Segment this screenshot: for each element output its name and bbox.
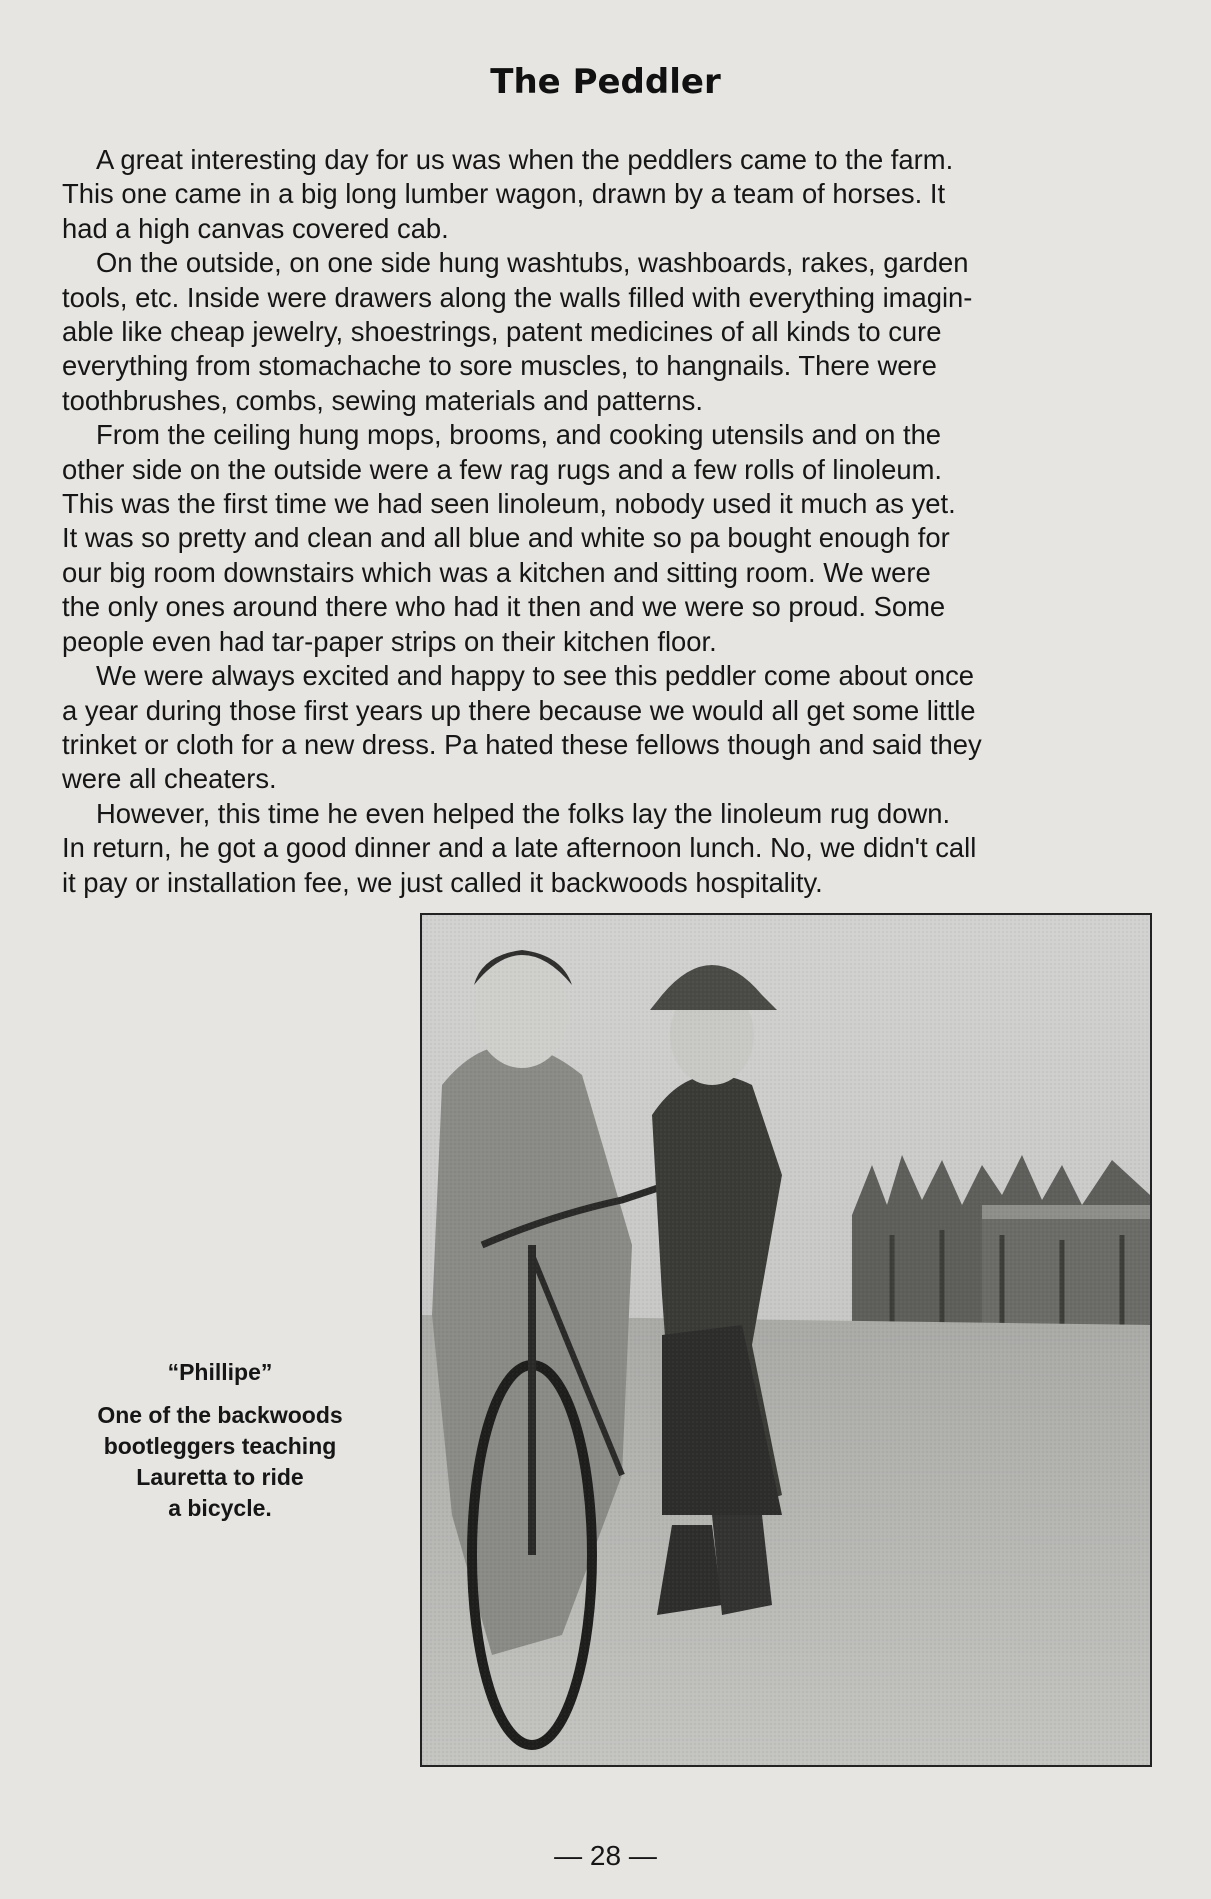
- text-line: other side on the outside were a few rag rugs and a few rolls of linoleum.: [62, 453, 943, 485]
- text-line: had a high canvas covered cab.: [62, 212, 449, 244]
- text-line: toothbrushes, combs, sewing materials and patterns.: [62, 384, 703, 416]
- text-line: trinket or cloth for a new dress. Pa hated these fellows though and said they: [62, 728, 982, 760]
- text-line: a year during those first years up there because we would all get some little: [62, 694, 976, 726]
- text-line: We were always excited and happy to see this peddler come about once: [96, 660, 975, 692]
- text-line: A great interesting day for us was when the peddlers came to the farm.: [96, 144, 954, 175]
- text-line: the only ones around there who had it then and we were so proud. Some: [62, 591, 946, 623]
- text-line: On the outside, on one side hung washtubs, washboards, rakes, garden: [96, 247, 969, 279]
- text-line: tools, etc. Inside were drawers along the walls filled with everything imagin-: [62, 281, 973, 313]
- article-body: [62, 143, 1152, 900]
- text-line: our big room downstairs which was a kitchen and sitting room. We were: [62, 556, 931, 588]
- text-line: it pay or installation fee, we just called it backwoods hospitality.: [62, 866, 823, 898]
- text-line: This one came in a big long lumber wagon, drawn by a team of horses. It: [62, 178, 946, 210]
- text-line: people even had tar-paper strips on their kitchen floor.: [62, 625, 717, 657]
- photo-caption: [60, 1357, 380, 1524]
- text-line: were all cheaters.: [62, 763, 277, 795]
- text-line: From the ceiling hung mops, brooms, and cooking utensils and on the: [96, 419, 942, 451]
- text-line: In return, he got a good dinner and a late afternoon lunch. No, we didn't call: [62, 832, 977, 864]
- text-line: This was the first time we had seen linoleum, nobody used it much as yet.: [62, 488, 956, 520]
- text-line: able like cheap jewelry, shoestrings, patent medicines of all kinds to cure: [62, 316, 942, 348]
- photograph: [420, 913, 1152, 1767]
- text-line: It was so pretty and clean and all blue and white so pa bought enough for: [62, 522, 950, 554]
- caption-title: “Phillipe”: [167, 1359, 273, 1385]
- page-number: — 28 —: [554, 1840, 657, 1871]
- caption-line: bootleggers teaching: [103, 1433, 337, 1459]
- photo-illustration: [422, 915, 1150, 1765]
- text-line: However, this time he even helped the folks lay the linoleum rug down.: [96, 797, 951, 829]
- text-line: everything from stomachache to sore muscles, to hangnails. There were: [62, 350, 937, 382]
- page-title: The Peddler: [490, 62, 721, 102]
- caption-line: One of the backwoods: [97, 1402, 343, 1428]
- caption-line: a bicycle.: [168, 1495, 272, 1521]
- caption-line: Lauretta to ride: [136, 1464, 304, 1490]
